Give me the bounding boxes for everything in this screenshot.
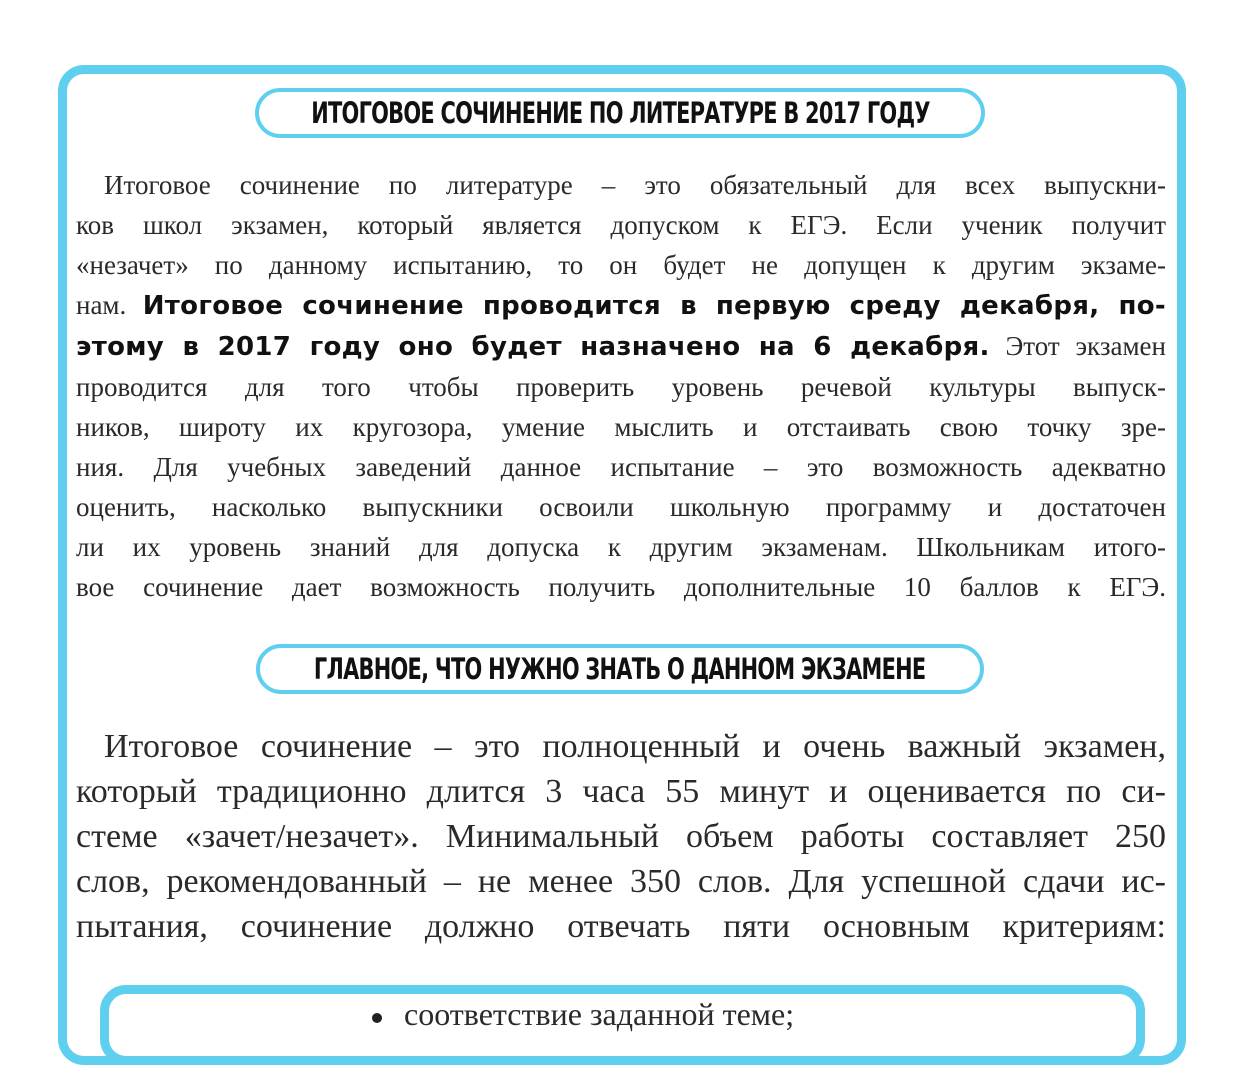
- section-heading-text: ГЛАВНОЕ, ЧТО НУЖНО ЗНАТЬ О ДАННОМ ЭКЗАМЕНЕ: [314, 652, 926, 686]
- exam-paragraph: [76, 724, 1166, 949]
- paragraph-line: пытания, сочинение должно отвечать пяти основным критериям:: [76, 908, 1166, 945]
- criteria-list-item: [372, 996, 794, 1033]
- paragraph-line: ков школ экзамен, который является допуском к ЕГЭ. Если ученик получит: [76, 210, 1166, 240]
- emphasis-text: Итоговое сочинение проводится в первую среду декабря, по-: [142, 291, 1166, 321]
- section-heading-exam-essentials: [256, 644, 984, 694]
- intro-paragraph: [76, 165, 1166, 607]
- paragraph-line: ников, широту их кругозора, умение мыслить и отстаивать свою точку зре-: [76, 412, 1166, 442]
- paragraph-line: нам. Итоговое сочинение проводится в первую среду декабря, по-: [76, 290, 1166, 321]
- criteria-item-text: соответствие заданной теме;: [404, 996, 795, 1032]
- paragraph-line: ли их уровень знаний для допуска к другим экзаменам. Школьникам итого-: [76, 532, 1166, 562]
- paragraph-line: оценить, насколько выпускники освоили школьную программу и достаточен: [76, 492, 1166, 522]
- section-heading-text: ИТОГОВОЕ СОЧИНЕНИЕ ПО ЛИТЕРАТУРЕ В 2017 ГОДУ: [310, 96, 930, 130]
- paragraph-line: этому в 2017 году оно будет назначено на 6 декабря. Этот экзамен: [76, 331, 1166, 362]
- paragraph-line: Итоговое сочинение – это полноценный и очень важный экзамен,: [104, 728, 1166, 765]
- paragraph-line: «незачет» по данному испытанию, то он будет не допущен к другим экзаме-: [76, 250, 1166, 280]
- paragraph-line: Итоговое сочинение по литературе – это обязательный для всех выпускни-: [104, 170, 1166, 200]
- emphasis-text: этому в 2017 году оно будет назначено на 6 декабря.: [76, 332, 990, 362]
- paragraph-line: слов, рекомендованный – не менее 350 слов. Для успешной сдачи ис-: [76, 863, 1166, 900]
- paragraph-line: ния. Для учебных заведений данное испытание – это возможность адекватно: [76, 452, 1166, 482]
- paragraph-line: который традиционно длится 3 часа 55 минут и оценивается по си-: [76, 773, 1166, 810]
- bullet-icon: [372, 1013, 382, 1023]
- section-heading-essay-2017: [255, 88, 985, 138]
- paragraph-line: проводится для того чтобы проверить уровень речевой культуры выпуск-: [76, 372, 1166, 402]
- paragraph-line: вое сочинение дает возможность получить дополнительные 10 баллов к ЕГЭ.: [76, 572, 1166, 602]
- paragraph-line: стеме «зачет/незачет». Минимальный объем работы составляет 250: [76, 818, 1166, 855]
